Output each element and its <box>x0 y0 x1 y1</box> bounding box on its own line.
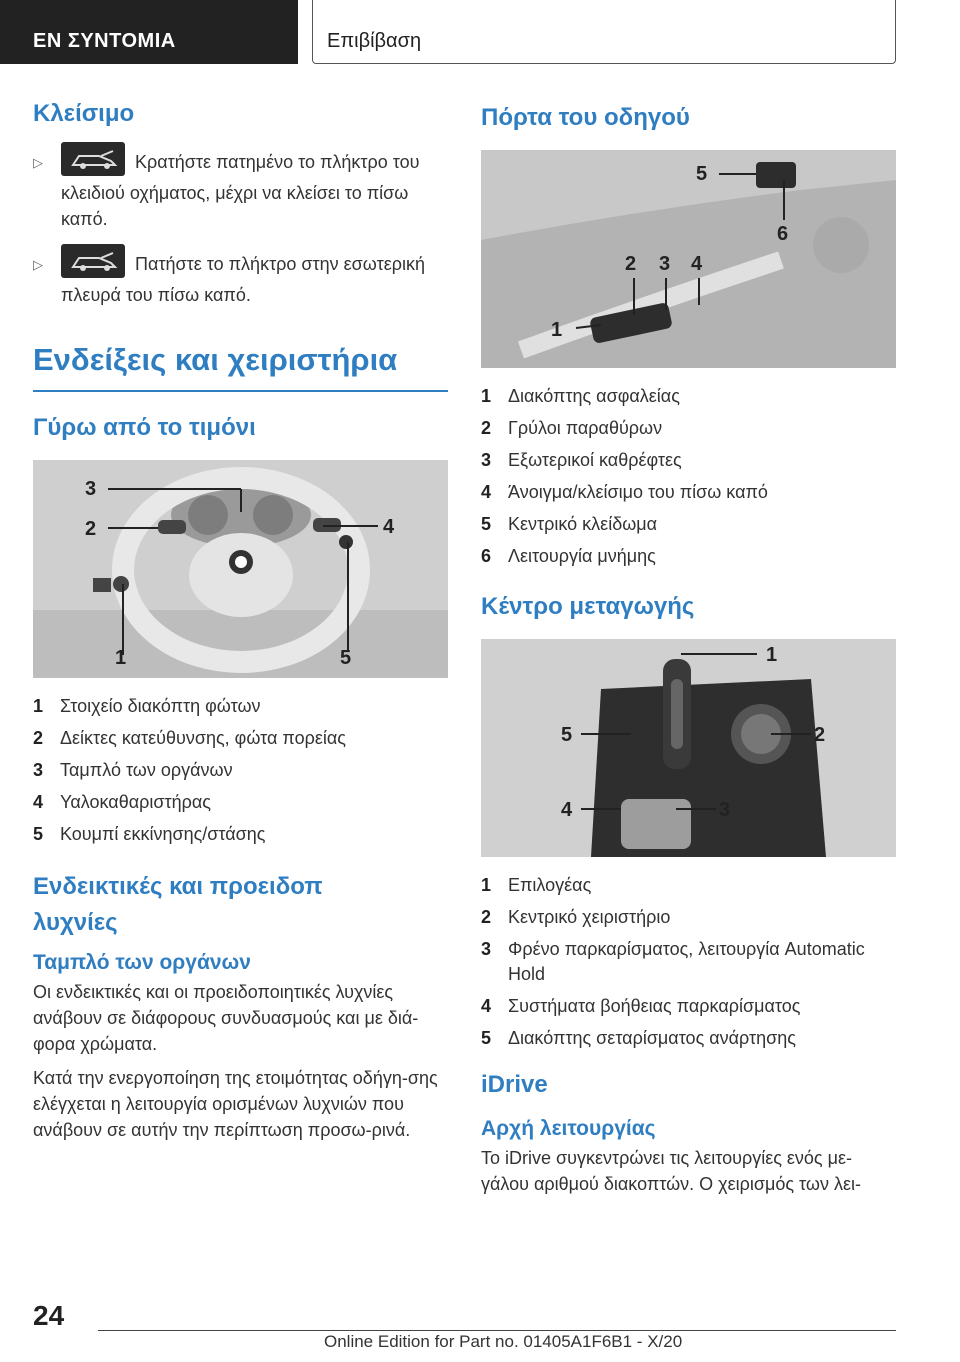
door-legend-text: Άνοιγμα/κλείσιμο του πίσω καπό <box>508 482 768 502</box>
door-legend-item <box>481 512 896 537</box>
steering-legend <box>33 694 448 847</box>
door-legend-number: 2 <box>481 418 492 438</box>
console-legend-number: 1 <box>481 875 492 895</box>
steering-legend-text: Ταμπλό των οργάνων <box>60 760 233 780</box>
console-callout-5: 5 <box>561 724 573 746</box>
edition-text: Online Edition for Part no. 01405A1F6B1 - X/20 <box>324 1332 683 1351</box>
console-legend-item <box>481 1026 896 1051</box>
door-legend <box>481 384 896 569</box>
controls-title: Ενδείξεις και χειριστήρια <box>33 342 398 377</box>
door-legend-text: Διακόπτης ασφαλείας <box>508 386 680 406</box>
steering-legend-item <box>33 790 448 815</box>
door-legend-text: Λειτουργία μνήμης <box>508 546 656 566</box>
door-legend-text: Εξωτερικοί καθρέφτες <box>508 450 682 470</box>
driver-door-figure <box>481 150 896 368</box>
steering-title: Γύρω από το τιμόνι <box>33 414 256 441</box>
steering-legend-number: 3 <box>33 760 44 780</box>
steering-legend-item <box>33 726 448 751</box>
steering-callout-4: 4 <box>383 516 395 538</box>
triangle-bullet-icon: ▷ <box>33 155 43 170</box>
console-legend-number: 5 <box>481 1028 492 1048</box>
console-callout-4: 4 <box>561 799 573 821</box>
page-number: 24 <box>33 1300 65 1331</box>
paragraph-check: Κατά την ενεργοποίηση της ετοιμότητας οδήγη-σης ελέγχεται η λειτουργία ορισμένων λυχνιών που ανάβουν σε αυτήν την περίπτωση προσω-ρινά. <box>33 1068 438 1140</box>
console-callout-1: 1 <box>766 644 778 666</box>
door-legend-number: 1 <box>481 386 492 406</box>
warnings-title: Ενδεικτικές και προειδοπ λυχνίες <box>33 873 323 936</box>
closing-step-2-text: Πατήστε το πλήκτρο στην εσωτερική πλευρά του πίσω καπό. <box>61 253 425 305</box>
steering-legend-text: Υαλοκαθαριστήρας <box>60 792 211 812</box>
console-legend-text: Επιλογέας <box>508 875 592 895</box>
console-legend-number: 3 <box>481 939 492 959</box>
closing-step-1-text: Κρατήστε πατημένο το πλήκτρο του κλειδιού οχήματος, μέχρι να κλείσει το πίσω καπό. <box>61 151 420 229</box>
steering-legend-number: 4 <box>33 792 44 812</box>
steering-legend-number: 2 <box>33 728 44 748</box>
title-divider <box>33 390 448 392</box>
console-callout-2: 2 <box>814 724 826 746</box>
paragraph-idrive: Το iDrive συγκεντρώνει τις λειτουργίες ενός με-γάλου αριθμού διακοπτών. Ο χειρισμός των λει- <box>481 1148 861 1194</box>
steering-wheel-figure <box>33 460 448 678</box>
door-legend-text: Γρύλοι παραθύρων <box>508 418 663 438</box>
left-column <box>33 96 448 1143</box>
closing-step-2 <box>33 248 448 308</box>
console-legend-item <box>481 873 896 898</box>
door-legend-item <box>481 448 896 473</box>
principle-title: Αρχή λειτουργίας <box>481 1117 656 1140</box>
console-legend-item <box>481 905 896 930</box>
chapter-tab <box>312 0 896 64</box>
door-legend-item <box>481 384 896 409</box>
steering-legend-number: 5 <box>33 824 44 844</box>
console-legend <box>481 873 896 1051</box>
closing-title: Κλείσιμο <box>33 100 135 127</box>
steering-callout-5: 5 <box>340 647 352 669</box>
paragraph-lights: Οι ενδεικτικές και οι προειδοποιητικές λυχνίες ανάβουν σε διάφορους συνδυασμούς και με διά-φορα χρώματα. <box>33 982 419 1054</box>
closing-step-1 <box>33 146 448 232</box>
instrument-title: Ταμπλό των οργάνων <box>33 951 251 974</box>
console-legend-text: Κεντρικό χειριστήριο <box>508 907 671 927</box>
right-column <box>481 96 896 1197</box>
door-title: Πόρτα του οδηγού <box>481 104 690 131</box>
steering-legend-text: Κουμπί εκκίνησης/στάσης <box>60 824 266 844</box>
console-legend-number: 4 <box>481 996 492 1016</box>
door-legend-number: 3 <box>481 450 492 470</box>
idrive-title: iDrive <box>481 1071 548 1098</box>
door-callout-6: 6 <box>777 223 789 245</box>
door-legend-number: 5 <box>481 514 492 534</box>
steering-callout-2: 2 <box>85 518 97 540</box>
door-callout-2: 2 <box>625 253 637 275</box>
section-title: ΕΝ ΣΥΝΤΟΜΙΑ <box>33 30 176 52</box>
door-legend-number: 4 <box>481 482 492 502</box>
door-legend-item <box>481 544 896 569</box>
door-callout-5: 5 <box>696 163 708 185</box>
door-legend-item <box>481 416 896 441</box>
steering-legend-text: Δείκτες κατεύθυνσης, φώτα πορείας <box>60 728 346 748</box>
steering-legend-item <box>33 694 448 719</box>
console-callout-3: 3 <box>719 799 731 821</box>
door-callout-1: 1 <box>551 319 563 341</box>
car-trunk-icon <box>61 244 125 278</box>
console-title: Κέντρο μεταγωγής <box>481 593 695 620</box>
console-legend-item <box>481 937 896 987</box>
console-legend-number: 2 <box>481 907 492 927</box>
door-legend-item <box>481 480 896 505</box>
console-legend-text: Συστήματα βοήθειας παρκαρίσματος <box>508 996 801 1016</box>
door-legend-text: Κεντρικό κλείδωμα <box>508 514 658 534</box>
steering-callout-3: 3 <box>85 478 97 500</box>
door-callout-4: 4 <box>691 253 703 275</box>
steering-callout-1: 1 <box>115 647 127 669</box>
steering-legend-item <box>33 758 448 783</box>
section-tab <box>0 0 298 64</box>
steering-legend-text: Στοιχείο διακόπτη φώτων <box>60 696 261 716</box>
car-trunk-icon <box>61 142 125 176</box>
door-legend-number: 6 <box>481 546 492 566</box>
console-legend-text: Φρένο παρκαρίσματος, λειτουργία Automatic Hold <box>508 939 865 984</box>
console-legend-text: Διακόπτης σεταρίσματος ανάρτησης <box>508 1028 796 1048</box>
door-callout-3: 3 <box>659 253 671 275</box>
steering-legend-number: 1 <box>33 696 44 716</box>
center-console-figure <box>481 639 896 857</box>
footer-divider <box>98 1330 896 1331</box>
triangle-bullet-icon: ▷ <box>33 257 43 272</box>
steering-legend-item <box>33 822 448 847</box>
console-legend-item <box>481 994 896 1019</box>
chapter-title: Επιβίβαση <box>327 30 422 52</box>
